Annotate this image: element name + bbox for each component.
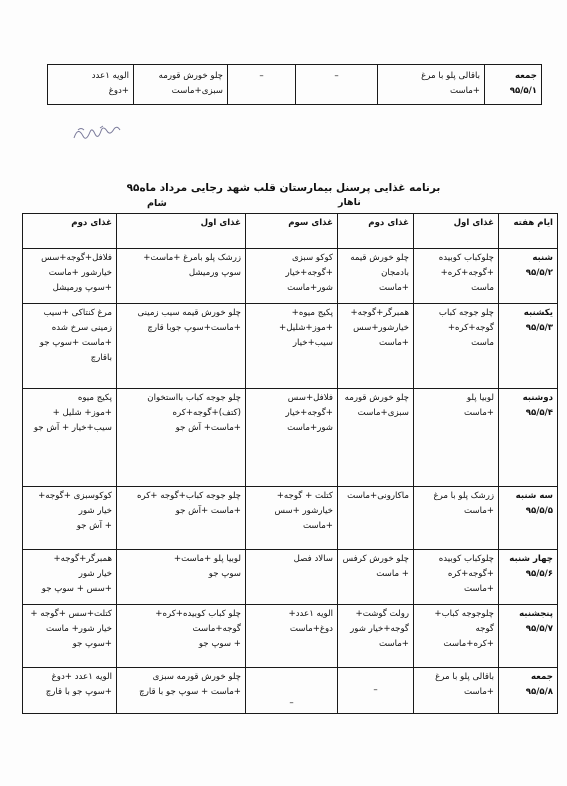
table-header-row	[23, 214, 558, 249]
table-row	[23, 389, 558, 487]
dinner-second-cell: همبرگر+گوجه+ خیار شور +سس + سوپ جو	[23, 550, 117, 605]
lunch-second-cell: –	[296, 65, 378, 105]
lunch-third-cell: سالاد فصل	[246, 550, 338, 605]
dinner-second-cell: فلافل+گوجه+سس خیارشور +ماست +سوپ ورمیشل	[23, 249, 117, 304]
table-row	[23, 605, 558, 668]
table-row	[23, 550, 558, 605]
day-cell: شنبه ۹۵/۵/۲	[499, 249, 558, 304]
lunch-third-cell: الویه ۱عدد+ دوغ+ماست	[246, 605, 338, 668]
dinner-first-cell: چلو خورش قورمه سبزی+ماست	[134, 65, 228, 105]
dinner-second-cell: الویه ۱عدد +دوغ	[48, 65, 134, 105]
header-dinner-second: غذای دوم	[23, 214, 117, 249]
table-row	[23, 668, 558, 714]
lunch-first-cell: چلوجوجه کباب+ گوجه +کره+ماست	[414, 605, 499, 668]
dinner-first-cell: چلو کباب کوبیده+کره+ گوجه+ماست + سوپ جو	[117, 605, 246, 668]
table-row	[23, 487, 558, 550]
handwritten-note	[70, 120, 130, 146]
lunch-second-cell: رولت گوشت+ گوجه+خیار شور +ماست	[338, 605, 414, 668]
day-cell: جمعه ۹۵/۵/۸	[499, 668, 558, 714]
header-lunch-first: غذای اول	[414, 214, 499, 249]
day-cell: جمعه ۹۵/۵/۱	[485, 65, 542, 105]
dinner-second-cell: مرغ کنتاکی +سیب زمینی سرخ شده +ماست +سوپ جو باقارچ	[23, 304, 117, 389]
table-row	[48, 65, 542, 105]
lunch-second-cell: چلو خورش قیمه بادمجان +ماست	[338, 249, 414, 304]
lunch-second-cell: چلو خورش قورمه سبزی+ماست	[338, 389, 414, 487]
lunch-label: ناهار	[338, 197, 361, 208]
lunch-first-cell: چلوکباب کوبیده +گوجه+کره +ماست	[414, 550, 499, 605]
lunch-second-cell: همبرگر+گوجه+ خیارشور+سس +ماست	[338, 304, 414, 389]
header-lunch-second: غذای دوم	[338, 214, 414, 249]
day-cell: پنجشنبه ۹۵/۵/۷	[499, 605, 558, 668]
lunch-third-cell: –	[228, 65, 296, 105]
page-title: برنامه غذایی پرسنل بیمارستان قلب شهد رجایی مرداد ماه۹۵	[126, 182, 441, 194]
lunch-second-cell: چلو خورش کرفس + ماست	[338, 550, 414, 605]
previous-week-table	[47, 64, 542, 105]
dinner-second-cell: الویه ۱عدد +دوغ +سوپ جو با قارچ	[23, 668, 117, 714]
header-day: ایام هفته	[499, 214, 558, 249]
lunch-third-cell: فلافل+سس +گوجه+خیار شور+ماست	[246, 389, 338, 487]
dinner-first-cell: لوبیا پلو +ماست+ سوپ جو	[117, 550, 246, 605]
dinner-first-cell: چلو خورش قورمه سبزی +ماست + سوپ جو با قارچ	[117, 668, 246, 714]
lunch-first-cell: باقالی پلو با مرغ +ماست	[414, 668, 499, 714]
lunch-first-cell: زرشک پلو با مرغ +ماست	[414, 487, 499, 550]
day-cell: سه شنبه ۹۵/۵/۵	[499, 487, 558, 550]
lunch-second-cell: –	[338, 668, 414, 714]
day-cell: یکشنبه ۹۵/۵/۳	[499, 304, 558, 389]
header-dinner-first: غذای اول	[117, 214, 246, 249]
lunch-third-cell: کتلت + گوجه+ خیارشور +سس +ماست	[246, 487, 338, 550]
dinner-second-cell: کوکوسبزی +گوجه+ خیار شور + آش جو	[23, 487, 117, 550]
header-lunch-third: غذای سوم	[246, 214, 338, 249]
lunch-third-cell: پکیج میوه+ +موز+شلیل+ سیب+خیار	[246, 304, 338, 389]
lunch-third-cell: کوکو سبزی +گوجه+خیار شور+ماست	[246, 249, 338, 304]
day-cell: چهار شنبه ۹۵/۵/۶	[499, 550, 558, 605]
dinner-second-cell: پکیج میوه +موز+ شلیل + سیب+خیار + آش جو	[23, 389, 117, 487]
dinner-first-cell: چلو جوجه کباب بااستخوان (کتف)+گوجه+کره +ماست+ آش جو	[117, 389, 246, 487]
dinner-label: شام	[147, 198, 167, 209]
day-cell: دوشنبه ۹۵/۵/۴	[499, 389, 558, 487]
lunch-first-cell: باقالی پلو با مرغ +ماست	[378, 65, 485, 105]
table-row	[23, 304, 558, 389]
dinner-second-cell: کتلت+سس +گوجه + خیار شور+ ماست +سوپ جو	[23, 605, 117, 668]
dinner-first-cell: چلو خورش قیمه سیب زمینی +ماست+سوپ جوبا قارچ	[117, 304, 246, 389]
lunch-third-cell: –	[246, 668, 338, 714]
lunch-first-cell: چلوکباب کوبیده +گوجه+کره+ ماست	[414, 249, 499, 304]
dinner-first-cell: چلو جوجه کباب+گوجه +کره +ماست +آش جو	[117, 487, 246, 550]
table-row	[23, 249, 558, 304]
meal-schedule-table	[22, 213, 558, 714]
dinner-first-cell: زرشک پلو بامرغ +ماست+ سوپ ورمیشل	[117, 249, 246, 304]
lunch-first-cell: چلو جوجه کباب گوجه+کره+ ماست	[414, 304, 499, 389]
lunch-second-cell: ماکارونی+ماست	[338, 487, 414, 550]
lunch-first-cell: لوبیا پلو +ماست	[414, 389, 499, 487]
